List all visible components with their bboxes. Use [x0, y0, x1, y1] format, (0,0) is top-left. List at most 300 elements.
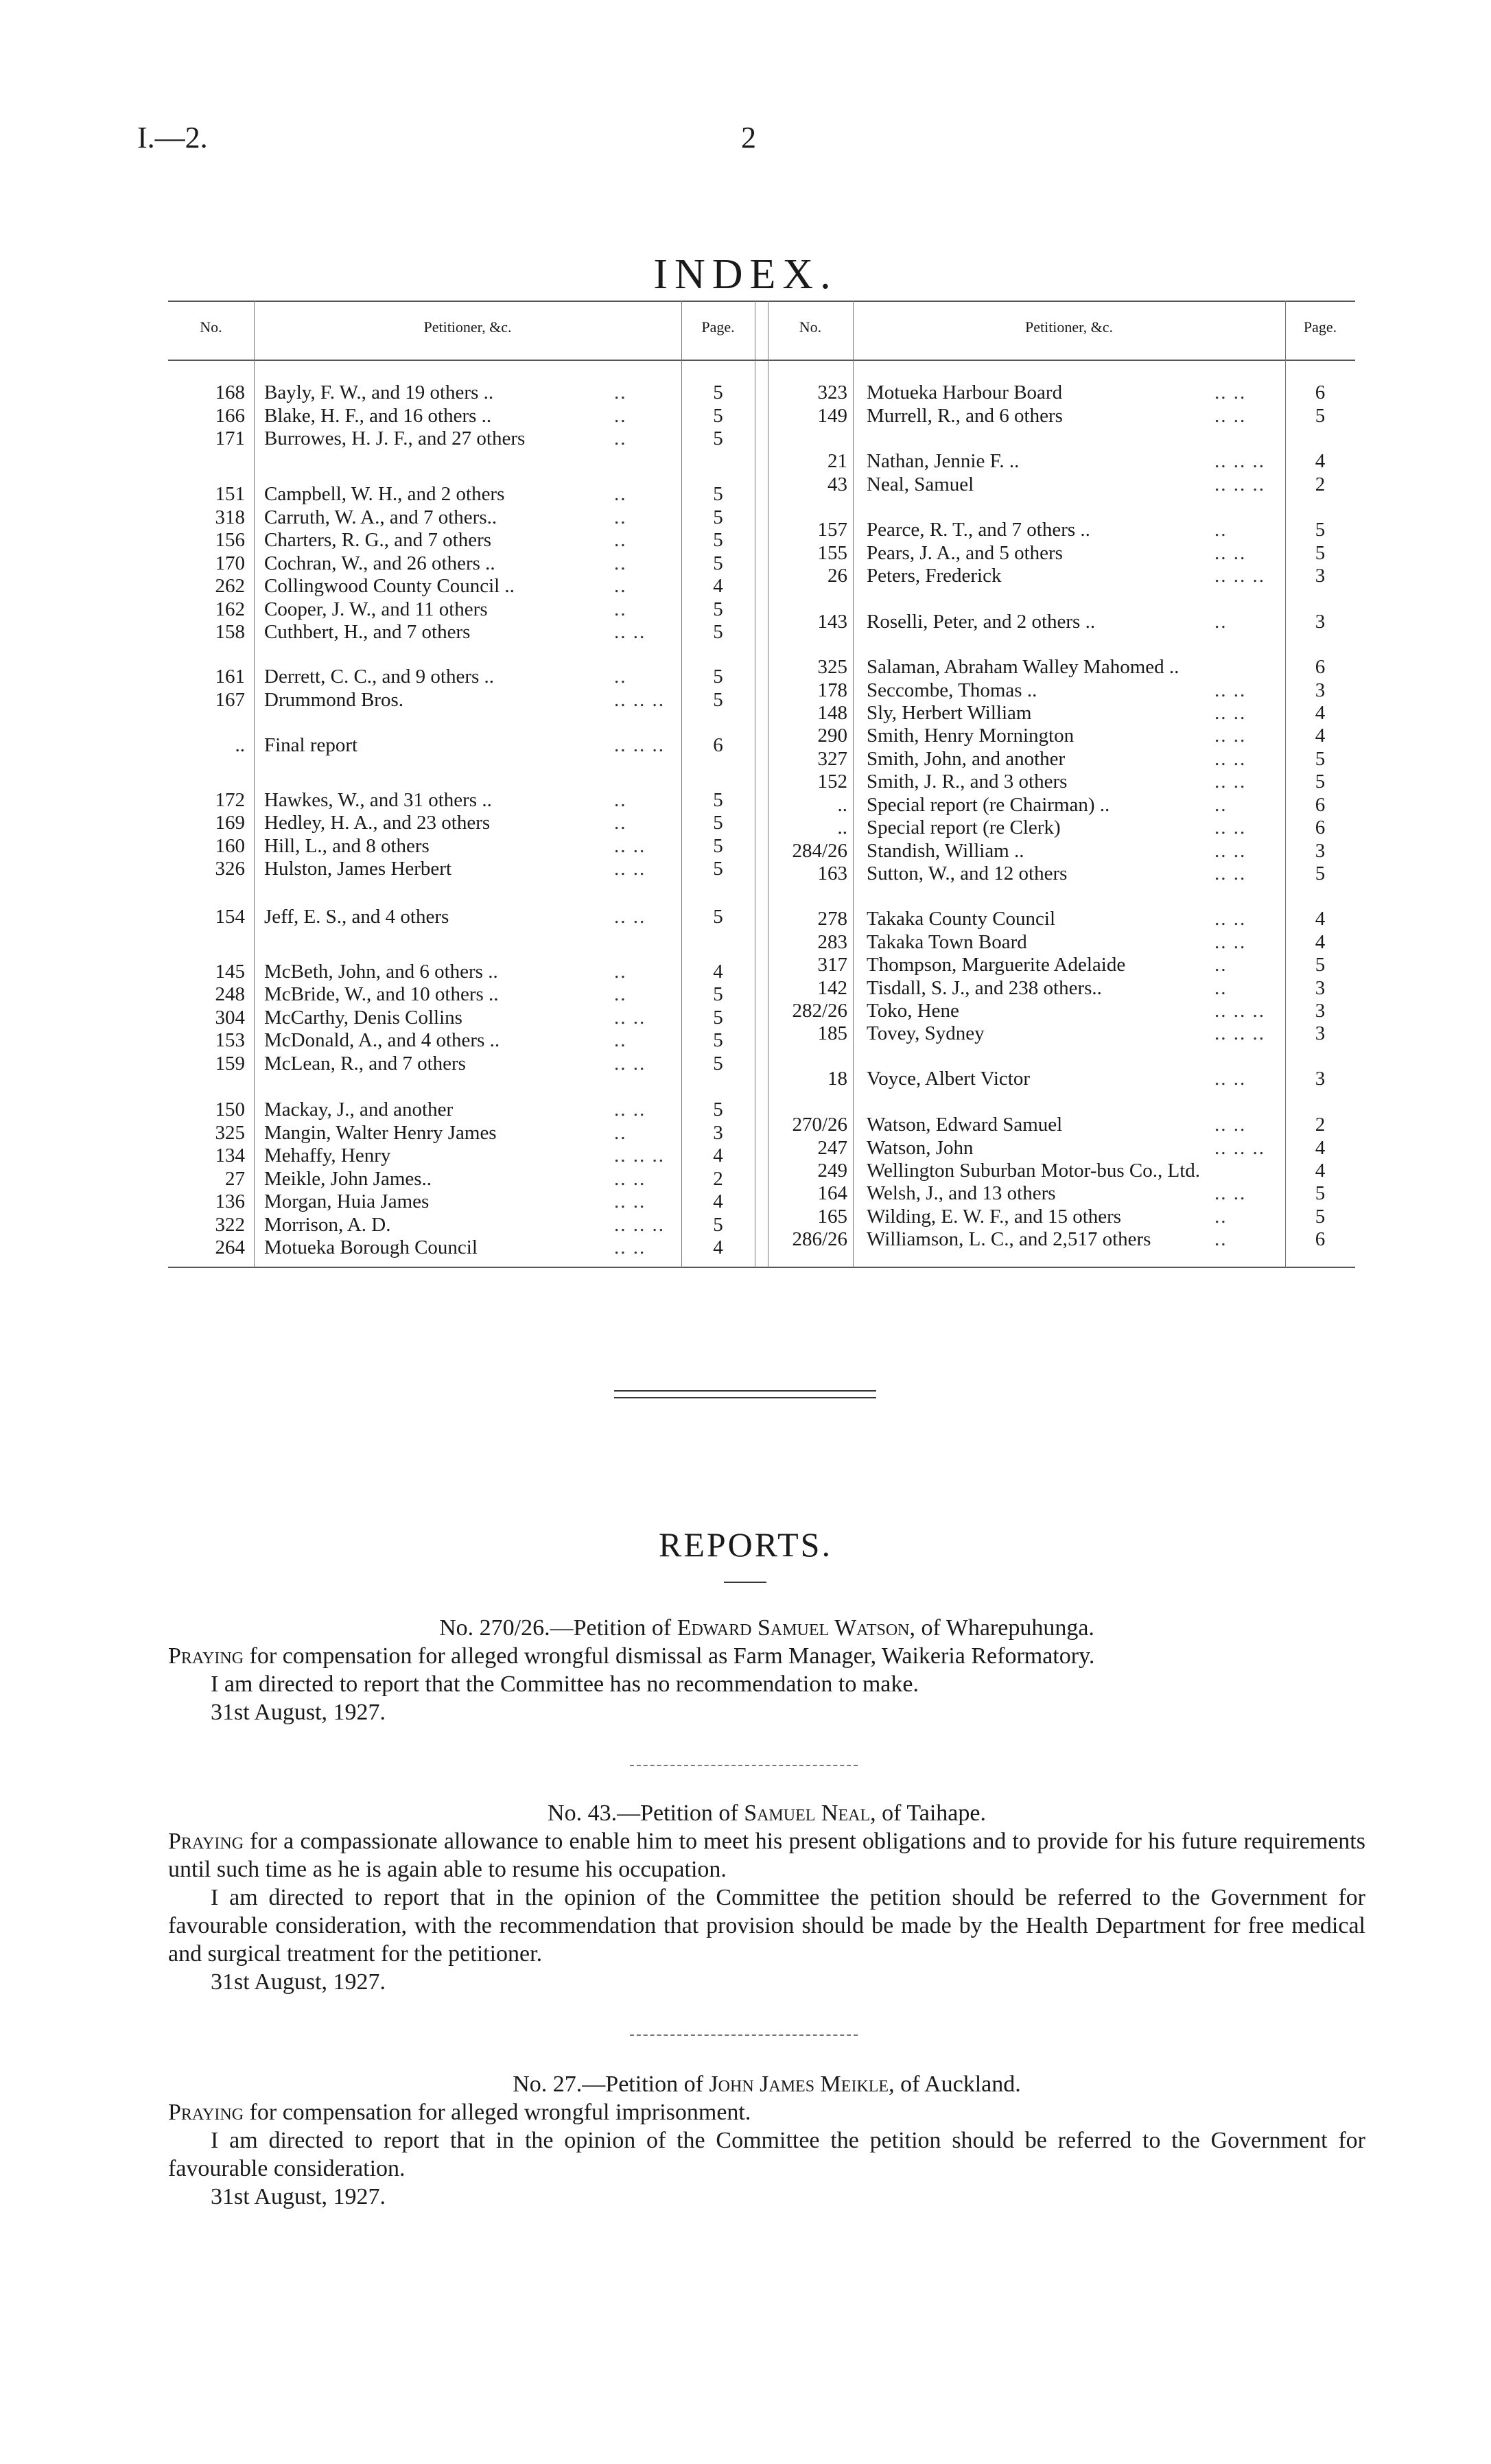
entry-leader-dots: .. [1214, 794, 1228, 816]
praying-text: Praying for compensation for alleged wrongful imprisonment. [168, 2100, 751, 2125]
entry-petitioner: Pears, J. A., and 5 others [867, 542, 1063, 564]
index-entry [168, 575, 765, 597]
entry-number: 158 [215, 621, 245, 643]
entry-petitioner: Takaka Town Board [867, 931, 1027, 953]
index-entry [168, 906, 765, 928]
entry-number: 164 [817, 1182, 847, 1204]
entry-number: 143 [817, 611, 847, 633]
entry-number: 327 [817, 748, 847, 770]
index-entry [765, 1068, 1355, 1090]
entry-petitioner: Tovey, Sydney [867, 1022, 985, 1044]
entry-page: 3 [1315, 977, 1326, 999]
entry-leader-dots: .. [614, 961, 627, 983]
petition-divider [630, 2034, 858, 2036]
entry-number: 163 [817, 863, 847, 884]
section-divider [614, 1390, 876, 1392]
entry-petitioner: Drummond Bros. [264, 689, 403, 711]
entry-number: 169 [215, 812, 245, 834]
entry-page: 5 [1315, 863, 1326, 884]
index-entry [765, 702, 1355, 724]
entry-petitioner: Sly, Herbert William [867, 702, 1032, 724]
index-entry [765, 656, 1355, 678]
entry-number: 157 [817, 519, 847, 541]
entry-page: 5 [713, 689, 723, 711]
entry-number: 283 [817, 931, 847, 953]
index-entry [765, 565, 1355, 587]
entry-number: 322 [215, 1214, 245, 1236]
entry-page: 5 [713, 552, 723, 574]
entry-petitioner: McCarthy, Denis Collins [264, 1007, 462, 1029]
entry-page: 4 [1315, 931, 1326, 953]
entry-page: 6 [1315, 817, 1326, 838]
entry-page: 4 [1315, 450, 1326, 472]
entry-leader-dots: .. .. [1214, 725, 1247, 747]
petition-report [168, 2070, 1365, 2211]
entry-number: 151 [215, 483, 245, 505]
entry-petitioner: Murrell, R., and 6 others [867, 405, 1063, 427]
entry-petitioner: McBride, W., and 10 others .. [264, 983, 499, 1005]
entry-number: 142 [817, 977, 847, 999]
entry-number: 136 [215, 1190, 245, 1212]
entry-leader-dots: .. [614, 405, 627, 427]
praying-text: Praying for compensation for alleged wrongful dismissal as Farm Manager, Waikeria Reformatory. [168, 1643, 1095, 1669]
entry-number: 152 [817, 771, 847, 793]
entry-leader-dots: .. .. .. [614, 1145, 665, 1166]
entry-leader-dots: .. .. .. [614, 1214, 665, 1236]
entry-petitioner: Watson, Edward Samuel [867, 1114, 1063, 1136]
entry-leader-dots: .. .. [614, 1190, 646, 1212]
entry-page: 5 [1315, 542, 1326, 564]
entry-number: 171 [215, 427, 245, 449]
entry-petitioner: Peters, Frederick [867, 565, 1002, 587]
index-entry [168, 621, 765, 643]
entry-leader-dots: .. [614, 983, 627, 1005]
entry-leader-dots: .. .. [1214, 702, 1247, 724]
entry-page: 3 [1315, 1068, 1326, 1090]
entry-page: 5 [713, 1099, 723, 1120]
index-entry [168, 689, 765, 711]
entry-number: 153 [215, 1029, 245, 1051]
entry-page: 6 [1315, 1228, 1326, 1250]
entry-leader-dots: .. .. [1214, 748, 1247, 770]
entry-number: 154 [215, 906, 245, 928]
entry-number: 172 [215, 789, 245, 811]
entry-leader-dots: .. .. .. [614, 689, 665, 711]
entry-leader-dots: .. .. [1214, 542, 1247, 564]
entry-petitioner: Watson, John [867, 1137, 974, 1159]
petition-report [168, 1614, 1365, 1726]
entry-leader-dots: .. .. .. [1214, 565, 1265, 587]
entry-number: 185 [817, 1022, 847, 1044]
index-entry [168, 1099, 765, 1120]
index-entry [765, 817, 1355, 838]
entry-number: 149 [817, 405, 847, 427]
entry-leader-dots: .. [1214, 1228, 1228, 1250]
index-entry [168, 789, 765, 811]
entry-page: 4 [1315, 725, 1326, 747]
entry-page: 3 [1315, 840, 1326, 862]
page-number: 2 [741, 121, 756, 154]
entry-page: 5 [713, 1053, 723, 1075]
index-entry [765, 748, 1355, 770]
entry-petitioner: Hawkes, W., and 31 others .. [264, 789, 492, 811]
entry-petitioner: Hill, L., and 8 others [264, 835, 430, 857]
entry-leader-dots: .. [1214, 611, 1228, 633]
entry-page: 4 [713, 1145, 723, 1166]
entry-petitioner: Voyce, Albert Victor [867, 1068, 1031, 1090]
entry-number: 278 [817, 908, 847, 930]
entry-number: 167 [215, 689, 245, 711]
entry-leader-dots: .. .. [1214, 679, 1247, 701]
entry-petitioner: Welsh, J., and 13 others [867, 1182, 1056, 1204]
entry-petitioner: Campbell, W. H., and 2 others [264, 483, 505, 505]
entry-number: 262 [215, 575, 245, 597]
index-entry [168, 1029, 765, 1051]
entry-leader-dots: .. [614, 427, 627, 449]
petition-report [168, 1799, 1365, 1996]
header-no: No. [799, 318, 822, 336]
index-entry [765, 954, 1355, 976]
entry-leader-dots: .. [614, 506, 627, 528]
index-entry [765, 542, 1355, 564]
index-entry [765, 519, 1355, 541]
entry-number: 326 [215, 858, 245, 880]
entry-number: 286/26 [792, 1228, 847, 1250]
index-entry [765, 679, 1355, 701]
header-no: No. [200, 318, 222, 336]
entry-petitioner: Motueka Harbour Board [867, 382, 1063, 403]
entry-page: 5 [713, 983, 723, 1005]
index-entry [168, 529, 765, 551]
index-entry [765, 908, 1355, 930]
entry-page: 3 [1315, 1022, 1326, 1044]
entry-page: 5 [713, 621, 723, 643]
entry-number: 168 [215, 382, 245, 403]
entry-petitioner: Cooper, J. W., and 11 others [264, 598, 488, 620]
entry-petitioner: Charters, R. G., and 7 others [264, 529, 492, 551]
entry-page: 2 [1315, 1114, 1326, 1136]
entry-page: 4 [713, 1236, 723, 1258]
entry-petitioner: Smith, J. R., and 3 others [867, 771, 1068, 793]
entry-page: 5 [713, 812, 723, 834]
entry-page: 4 [1315, 908, 1326, 930]
entry-petitioner: Mangin, Walter Henry James [264, 1122, 497, 1144]
entry-page: 5 [713, 1007, 723, 1029]
index-entry [168, 1145, 765, 1166]
entry-leader-dots: .. .. [614, 1168, 646, 1190]
index-entry [168, 734, 765, 756]
entry-number: 161 [215, 666, 245, 688]
entry-page: 4 [1315, 1160, 1326, 1182]
entry-leader-dots: .. [614, 812, 627, 834]
entry-number: 247 [817, 1137, 847, 1159]
index-entry [765, 405, 1355, 427]
entry-leader-dots: .. .. .. [1214, 1022, 1265, 1044]
entry-page: 5 [713, 598, 723, 620]
entry-leader-dots: .. [614, 1029, 627, 1051]
entry-number: .. [235, 734, 245, 756]
entry-page: 6 [1315, 656, 1326, 678]
index-entry [168, 835, 765, 857]
entry-number: 26 [827, 565, 847, 587]
entry-petitioner: Meikle, John James.. [264, 1168, 432, 1190]
entry-leader-dots: .. .. [614, 835, 646, 857]
index-entry [168, 405, 765, 427]
entry-number: 323 [817, 382, 847, 403]
entry-number: 248 [215, 983, 245, 1005]
index-entry [168, 961, 765, 983]
entry-petitioner: Derrett, C. C., and 9 others .. [264, 666, 495, 688]
entry-page: 5 [713, 906, 723, 928]
entry-leader-dots: .. .. .. [614, 734, 665, 756]
entry-leader-dots: .. .. [1214, 1114, 1247, 1136]
entry-number: 249 [817, 1160, 847, 1182]
entry-leader-dots: .. .. [614, 1007, 646, 1029]
entry-petitioner: Takaka County Council [867, 908, 1056, 930]
entry-number: 145 [215, 961, 245, 983]
entry-leader-dots: .. .. [1214, 863, 1247, 884]
entry-petitioner: Sutton, W., and 12 others [867, 863, 1068, 884]
entry-leader-dots: .. .. [1214, 771, 1247, 793]
index-entry [168, 552, 765, 574]
entry-leader-dots: .. .. [614, 1099, 646, 1120]
entry-leader-dots: .. [614, 1122, 627, 1144]
index-entry [168, 1214, 765, 1236]
entry-number: 18 [827, 1068, 847, 1090]
entry-petitioner: Neal, Samuel [867, 473, 974, 495]
entry-leader-dots: .. .. [1214, 931, 1247, 953]
index-entry [765, 382, 1355, 403]
entry-number: 264 [215, 1236, 245, 1258]
entry-petitioner: Smith, Henry Mornington [867, 725, 1075, 747]
entry-number: 165 [817, 1206, 847, 1228]
entry-page: 5 [713, 1029, 723, 1051]
praying-text: Praying for a compassionate allowance to enable him to meet his present obligations and to provide for his future requirements until such time as he is again able to resume his occupation. [168, 1829, 1365, 1882]
petition-title: No. 27.—Petition of John James Meikle, of Auckland. [513, 2072, 1021, 2097]
index-entry [765, 794, 1355, 816]
entry-leader-dots: .. .. [614, 1236, 646, 1258]
entry-page: 4 [1315, 1137, 1326, 1159]
index-entry [765, 725, 1355, 747]
entry-page: 5 [1315, 1206, 1326, 1228]
index-entry [168, 598, 765, 620]
entry-number: 27 [225, 1168, 245, 1190]
entry-leader-dots: .. .. [1214, 382, 1247, 403]
entry-page: 5 [713, 382, 723, 403]
header-petitioner: Petitioner, &c. [423, 318, 512, 336]
entry-leader-dots: .. [1214, 1206, 1228, 1228]
entry-page: 5 [713, 858, 723, 880]
entry-page: 5 [713, 1214, 723, 1236]
entry-petitioner: Bayly, F. W., and 19 others .. [264, 382, 494, 403]
index-entry [765, 863, 1355, 884]
entry-number: 160 [215, 835, 245, 857]
index-entry [168, 858, 765, 880]
entry-petitioner: Pearce, R. T., and 7 others .. [867, 519, 1090, 541]
entry-number: .. [837, 794, 847, 816]
entry-petitioner: Final report [264, 734, 358, 756]
entry-page: 5 [1315, 954, 1326, 976]
index-entry [168, 427, 765, 449]
title-underline [724, 1582, 766, 1583]
entry-petitioner: Roselli, Peter, and 2 others .. [867, 611, 1096, 633]
index-entry [765, 1000, 1355, 1022]
entry-page: 4 [713, 961, 723, 983]
entry-leader-dots: .. [614, 552, 627, 574]
entry-page: 3 [1315, 565, 1326, 587]
petition-title: No. 43.—Petition of Samuel Neal, of Taihape. [548, 1800, 986, 1826]
entry-leader-dots: .. [614, 598, 627, 620]
entry-leader-dots: .. .. [614, 858, 646, 880]
entry-petitioner: McBeth, John, and 6 others .. [264, 961, 498, 983]
entry-petitioner: Tisdall, S. J., and 238 others.. [867, 977, 1102, 999]
header-page: Page. [701, 318, 735, 336]
entry-leader-dots: .. [614, 529, 627, 551]
entry-number: 284/26 [792, 840, 847, 862]
entry-petitioner: Collingwood County Council .. [264, 575, 515, 597]
entry-petitioner: Smith, John, and another [867, 748, 1066, 770]
entry-number: 159 [215, 1053, 245, 1075]
index-entry [168, 1053, 765, 1075]
entry-page: 5 [713, 529, 723, 551]
entry-leader-dots: .. [1214, 519, 1228, 541]
index-entry [765, 1206, 1355, 1228]
index-entry [765, 771, 1355, 793]
entry-number: 318 [215, 506, 245, 528]
entry-page: 5 [713, 506, 723, 528]
entry-leader-dots: .. .. .. [1214, 1137, 1265, 1159]
entry-number: 162 [215, 598, 245, 620]
index-entry [765, 1160, 1355, 1182]
entry-leader-dots: .. .. [1214, 1182, 1247, 1204]
entry-number: 43 [827, 473, 847, 495]
entry-leader-dots: .. [614, 789, 627, 811]
entry-number: 134 [215, 1145, 245, 1166]
entry-petitioner: Morrison, A. D. [264, 1214, 391, 1236]
index-entry [168, 506, 765, 528]
entry-leader-dots: .. [614, 666, 627, 688]
index-entry [168, 983, 765, 1005]
entry-petitioner: McDonald, A., and 4 others .. [264, 1029, 500, 1051]
entry-number: 290 [817, 725, 847, 747]
entry-page: 5 [713, 405, 723, 427]
index-table-right [765, 301, 1355, 1268]
entry-number: 155 [817, 542, 847, 564]
entry-page: 5 [1315, 405, 1326, 427]
entry-petitioner: Burrowes, H. J. F., and 27 others [264, 427, 526, 449]
index-entry [168, 666, 765, 688]
entry-petitioner: Mackay, J., and another [264, 1099, 454, 1120]
entry-number: 304 [215, 1007, 245, 1029]
entry-page: 5 [1315, 748, 1326, 770]
entry-petitioner: Carruth, W. A., and 7 others.. [264, 506, 497, 528]
entry-petitioner: Motueka Borough Council [264, 1236, 478, 1258]
entry-number: 150 [215, 1099, 245, 1120]
report-date: 31st August, 1927. [211, 1700, 386, 1725]
entry-petitioner: Jeff, E. S., and 4 others [264, 906, 449, 928]
entry-page: 4 [713, 1190, 723, 1212]
entry-number: 170 [215, 552, 245, 574]
entry-petitioner: Thompson, Marguerite Adelaide [867, 954, 1126, 976]
entry-petitioner: Special report (re Chairman) .. [867, 794, 1110, 816]
index-entry [765, 1114, 1355, 1136]
header-page: Page. [1303, 318, 1337, 336]
entry-petitioner: Seccombe, Thomas .. [867, 679, 1037, 701]
entry-page: 6 [1315, 794, 1326, 816]
entry-leader-dots: .. [614, 483, 627, 505]
entry-number: .. [837, 817, 847, 838]
entry-leader-dots: .. .. [614, 1053, 646, 1075]
report-date: 31st August, 1927. [211, 2184, 386, 2209]
index-entry [765, 931, 1355, 953]
petition-title: No. 270/26.—Petition of Edward Samuel Watson, of Wharepuhunga. [439, 1615, 1094, 1641]
entry-number: 21 [827, 450, 847, 472]
entry-leader-dots: .. .. [614, 621, 646, 643]
entry-page: 5 [1315, 1182, 1326, 1204]
index-entry [765, 840, 1355, 862]
entry-leader-dots: .. [614, 382, 627, 403]
entry-number: 156 [215, 529, 245, 551]
entry-number: 317 [817, 954, 847, 976]
entry-page: 3 [713, 1122, 723, 1144]
entry-page: 5 [1315, 771, 1326, 793]
entry-number: 270/26 [792, 1114, 847, 1136]
entry-petitioner: Cuthbert, H., and 7 others [264, 621, 471, 643]
entry-petitioner: Toko, Hene [867, 1000, 959, 1022]
entry-leader-dots: .. .. [1214, 840, 1247, 862]
entry-page: 3 [1315, 679, 1326, 701]
report-date: 31st August, 1927. [211, 1969, 386, 1995]
header-petitioner: Petitioner, &c. [1024, 318, 1114, 336]
entry-leader-dots: .. [1214, 954, 1228, 976]
entry-page: 6 [713, 734, 723, 756]
report-text: I am directed to report that in the opinion of the Committee the petition should be referred to the Government for favourable consideration. [168, 2128, 1365, 2181]
index-entry [168, 1190, 765, 1212]
entry-petitioner: Cochran, W., and 26 others .. [264, 552, 495, 574]
index-entry [765, 1182, 1355, 1204]
entry-leader-dots: .. .. [1214, 405, 1247, 427]
entry-page: 3 [1315, 611, 1326, 633]
entry-petitioner: Mehaffy, Henry [264, 1145, 391, 1166]
entry-petitioner: McLean, R., and 7 others [264, 1053, 466, 1075]
entry-petitioner: Blake, H. F., and 16 others .. [264, 405, 492, 427]
entry-petitioner: Hulston, James Herbert [264, 858, 452, 880]
entry-page: 4 [713, 575, 723, 597]
index-entry [765, 450, 1355, 472]
index-entry [765, 1137, 1355, 1159]
entry-petitioner: Standish, William .. [867, 840, 1024, 862]
entry-number: 148 [817, 702, 847, 724]
index-entry [168, 812, 765, 834]
entry-page: 5 [713, 789, 723, 811]
entry-petitioner: Williamson, L. C., and 2,517 others [867, 1228, 1151, 1250]
entry-number: 166 [215, 405, 245, 427]
entry-number: 282/26 [792, 1000, 847, 1022]
entry-leader-dots: .. .. .. [1214, 1000, 1265, 1022]
entry-petitioner: Nathan, Jennie F. .. [867, 450, 1020, 472]
petition-divider [630, 1765, 858, 1766]
entry-number: 178 [817, 679, 847, 701]
entry-page: 5 [713, 427, 723, 449]
index-entry [168, 382, 765, 403]
entry-page: 3 [1315, 1000, 1326, 1022]
entry-page: 5 [713, 666, 723, 688]
entry-page: 2 [713, 1168, 723, 1190]
entry-petitioner: Special report (re Clerk) [867, 817, 1061, 838]
entry-page: 5 [713, 483, 723, 505]
index-entry [168, 1007, 765, 1029]
index-entry [168, 1122, 765, 1144]
